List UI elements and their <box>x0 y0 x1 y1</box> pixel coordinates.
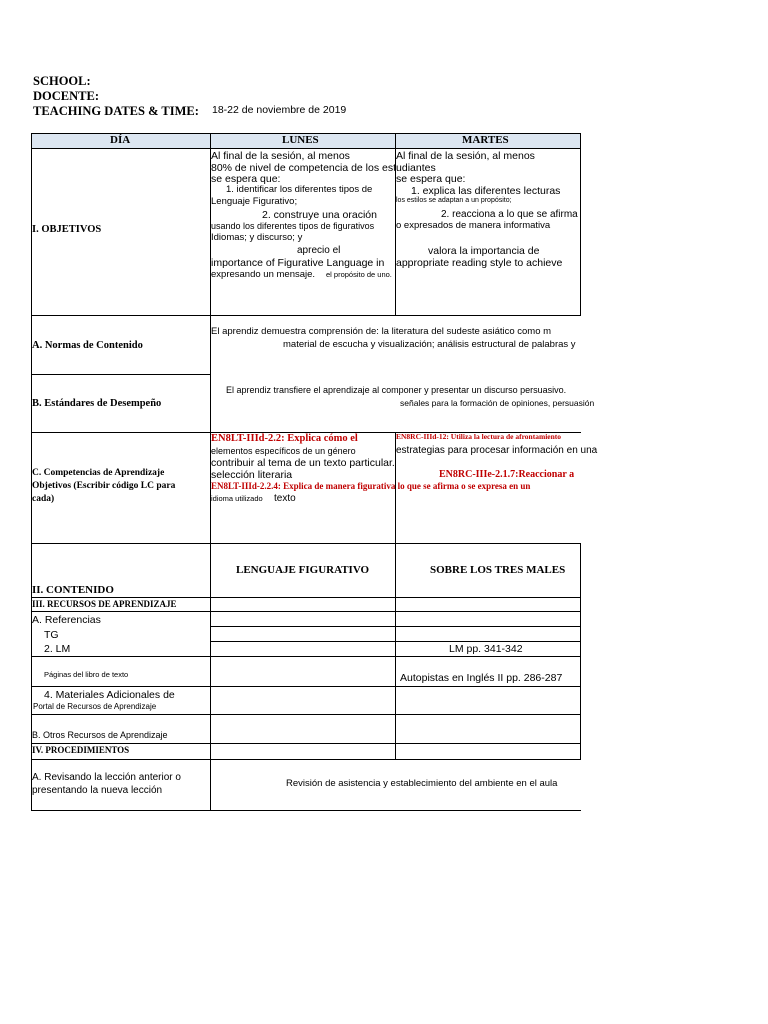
lunes-objetivo-line: 80% de nivel de competencia de los estudiantes <box>211 162 436 174</box>
row-label-procedimientos: IV. PROCEDIMIENTOS <box>32 745 130 755</box>
row-label-competencias-1: C. Competencias de Aprendizaje <box>32 468 165 478</box>
paginas-martes: Autopistas en Inglés II pp. 286-287 <box>400 672 563 684</box>
row-line <box>31 759 581 760</box>
row-label-revisando-1: A. Revisando la lección anterior o <box>32 772 181 783</box>
competencia-lunes-line: selección literaria <box>211 469 293 481</box>
competencia-code-lunes: EN8LT-IIId-2.2: Explica cómo el <box>211 433 358 444</box>
row-line <box>210 626 581 627</box>
lunes-objetivo-line: expresando un mensaje. <box>211 269 316 280</box>
competencia-lunes-line: idioma utilizado <box>211 494 263 503</box>
martes-objetivo-line: appropriate reading style to achieve <box>396 257 563 269</box>
row-label-competencias-3: cada) <box>32 494 55 504</box>
contenido-martes: SOBRE LOS TRES MALES <box>430 564 566 576</box>
school-label: SCHOOL: <box>33 74 91 88</box>
martes-objetivo-line: o expresados de manera informativa <box>396 220 551 231</box>
lunes-objetivo-line: Al final de la sesión, al menos <box>211 150 350 162</box>
teaching-dates-label: TEACHING DATES & TIME: <box>33 104 199 118</box>
row-label-objetivos: I. OBJETIVOS <box>32 224 102 235</box>
lunes-objetivo-line: se espera que: <box>211 173 281 185</box>
lm-martes: LM pp. 341-342 <box>449 643 523 655</box>
row-label-lm: 2. LM <box>44 643 71 655</box>
lunes-objetivo-line: 2. construye una oración <box>262 209 377 221</box>
row-line <box>31 597 581 598</box>
row-line <box>31 686 581 687</box>
lunes-objetivo-line: importance of Figurative Language in <box>211 257 385 269</box>
contenido-lunes: LENGUAJE FIGURATIVO <box>236 564 370 576</box>
row-label-contenido: II. CONTENIDO <box>32 584 114 596</box>
column-header-martes: MARTES <box>462 134 509 146</box>
row-line <box>31 810 581 811</box>
docente-label: DOCENTE: <box>33 89 99 103</box>
estandares-text: El aprendiz transfiere el aprendizaje al componer y presentar un discurso persuasivo. <box>226 385 567 395</box>
row-line <box>31 656 581 657</box>
row-label-paginas: Páginas del libro de texto <box>44 670 129 679</box>
teaching-dates-value: 18-22 de noviembre de 2019 <box>212 104 347 116</box>
competencia-lunes-line: texto <box>274 493 296 504</box>
row-line <box>31 611 581 612</box>
lunes-objetivo-line: usando los diferentes tipos de figurativos <box>211 221 375 231</box>
competencia-martes-line: estrategias para procesar información en una <box>396 445 598 456</box>
martes-objetivo-line: 2. reacciona a lo que se afirma <box>441 209 578 220</box>
competencia-code-lunes-2: EN8LT-IIId-2.2.4: Explica de manera figurativa lo que se afirma o se expresa en un <box>211 481 531 491</box>
row-label-materiales-1: 4. Materiales Adicionales de <box>44 689 175 701</box>
martes-objetivo-line: 1. explica las diferentes lecturas <box>411 185 561 197</box>
row-line <box>31 543 581 544</box>
revisando-text: Revisión de asistencia y establecimiento del ambiente en el aula <box>286 778 558 789</box>
martes-objetivo-line: los estilos se adaptan a un propósito; <box>396 197 512 204</box>
row-label-otros: B. Otros Recursos de Aprendizaje <box>32 730 168 740</box>
row-label-revisando-2: presentando la nueva lección <box>32 785 163 796</box>
competencia-lunes-line: contribuir al tema de un texto particular. <box>211 457 395 469</box>
normas-text: material de escucha y visualización; análisis estructural de palabras y <box>283 339 576 350</box>
row-line <box>31 315 581 316</box>
competencia-code-martes: EN8RC-IIId-12: Utiliza la lectura de afrontamiento <box>396 432 562 441</box>
row-label-tg: TG <box>44 629 59 641</box>
lunes-objetivo-line: el propósito de uno. <box>326 270 392 279</box>
row-line <box>31 374 211 375</box>
lunes-objetivo-line: Idiomas; y discurso; y <box>211 232 303 243</box>
table-border-right-top <box>580 133 581 315</box>
row-line <box>31 714 581 715</box>
estandares-text: señales para la formación de opiniones, persuasión <box>400 398 595 408</box>
competencia-lunes-line: elementos específicos de un género <box>211 446 356 456</box>
row-label-referencias: A. Referencias <box>32 614 101 626</box>
row-line <box>31 743 581 744</box>
competencia-code-martes-2: EN8RC-IIIe-2.1.7:Reaccionar a <box>439 469 575 480</box>
row-label-materiales-2: Portal de Recursos de Aprendizaje <box>33 702 157 711</box>
column-header-lunes: LUNES <box>282 134 319 146</box>
row-label-estandares: B. Estándares de Desempeño <box>32 398 162 409</box>
row-label-normas: A. Normas de Contenido <box>32 340 143 351</box>
row-label-competencias-2: Objetivos (Escribir código LC para <box>32 481 176 491</box>
martes-objetivo-line: Al final de la sesión, al menos <box>396 150 535 162</box>
column-header-dia: DÍA <box>110 134 131 146</box>
row-line <box>31 148 581 149</box>
row-line <box>210 641 581 642</box>
martes-objetivo-line: se espera que: <box>396 173 466 185</box>
lunes-objetivo-line: Lenguaje Figurativo; <box>211 196 298 207</box>
row-label-recursos: III. RECURSOS DE APRENDIZAJE <box>32 599 177 609</box>
martes-objetivo-line: valora la importancia de <box>428 245 540 257</box>
lunes-objetivo-line: 1. identificar los diferentes tipos de <box>226 184 373 195</box>
lunes-objetivo-line: aprecio el <box>297 245 341 256</box>
normas-text: El aprendiz demuestra comprensión de: la literatura del sudeste asiático como m <box>211 326 552 337</box>
table-border-right-bottom <box>580 543 581 760</box>
